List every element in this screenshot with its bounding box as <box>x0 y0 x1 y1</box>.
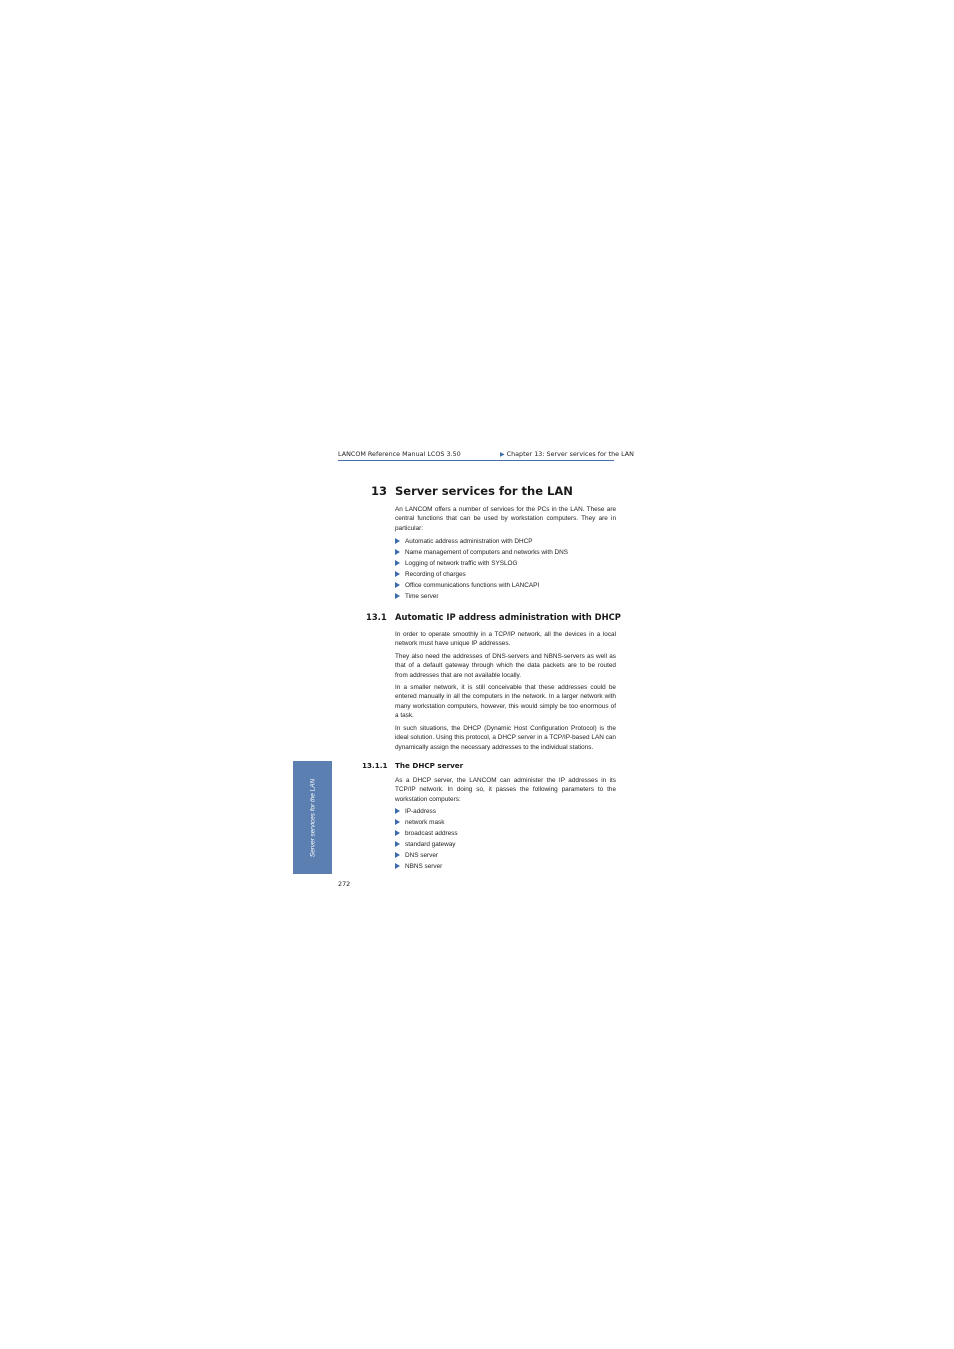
section-paragraph: In such situations, the DHCP (Dynamic Host Configuration Protocol) is the ideal solution. Using this protocol, a DHCP server in a TCP/IP-based LAN can dynamically assign the necessary addresses to the individual stations. <box>395 725 616 751</box>
section-paragraph: In a smaller network, it is still conceivable that these addresses could be entered manually in all the computers in the network. In a larger network with many workstation computers, however, this would simply be too enormous of a task. <box>395 684 616 720</box>
section-number: 13.1 <box>366 612 387 622</box>
chapter-intro: An LANCOM offers a number of services for the PCs in the LAN. These are central functions that can be used by workstation computers. They are in particular: <box>395 506 616 532</box>
running-header-chapter-label: Chapter 13: Server services for the LAN <box>506 450 634 458</box>
page-number: 272 <box>338 880 351 888</box>
list-item: NBNS server <box>395 861 616 872</box>
list-item: Logging of network traffic with SYSLOG <box>395 558 616 569</box>
list-item: broadcast address <box>395 828 616 839</box>
triangle-icon: ▶ <box>500 451 505 458</box>
chapter-title: Server services for the LAN <box>395 484 573 498</box>
bullet-arrow-icon <box>395 808 400 814</box>
bullet-arrow-icon <box>395 593 400 599</box>
dhcp-parameters-list <box>395 806 616 872</box>
side-tab-label: Server services for the LAN <box>309 778 316 857</box>
list-item: Name management of computers and networks with DNS <box>395 547 616 558</box>
list-item: IP-address <box>395 806 616 817</box>
bullet-arrow-icon <box>395 560 400 566</box>
section-paragraph: They also need the addresses of DNS-servers and NBNS-servers as well as that of a default gateway through which the data packets are to be routed from addresses that are not available locally. <box>395 653 616 679</box>
bullet-arrow-icon <box>395 863 400 869</box>
running-header-chapter <box>500 450 634 458</box>
section-heading <box>366 612 621 622</box>
chapter-heading <box>371 484 573 498</box>
bullet-arrow-icon <box>395 549 400 555</box>
list-item: network mask <box>395 817 616 828</box>
subsection-heading <box>362 761 463 770</box>
chapter-number: 13 <box>371 484 388 498</box>
subsection-number: 13.1.1 <box>362 761 388 770</box>
bullet-arrow-icon <box>395 830 400 836</box>
subsection-intro: As a DHCP server, the LANCOM can administer the IP addresses in its TCP/IP network. In doing so, it passes the following parameters to the workstation computers: <box>395 777 616 803</box>
subsection-title: The DHCP server <box>395 761 464 770</box>
bullet-arrow-icon <box>395 819 400 825</box>
list-item: Time server <box>395 591 616 602</box>
list-item: Recording of charges <box>395 569 616 580</box>
list-item: standard gateway <box>395 839 616 850</box>
running-header-title: LANCOM Reference Manual LCOS 3.50 <box>338 450 461 458</box>
bullet-arrow-icon <box>395 582 400 588</box>
section-paragraph: In order to operate smoothly in a TCP/IP network, all the devices in a local network must have unique IP addresses. <box>395 631 616 648</box>
list-item: DNS server <box>395 850 616 861</box>
bullet-arrow-icon <box>395 852 400 858</box>
list-item: Office communications functions with LANCAPI <box>395 580 616 591</box>
section-title: Automatic IP address administration with DHCP <box>395 612 621 622</box>
bullet-arrow-icon <box>395 571 400 577</box>
header-rule <box>338 460 614 461</box>
services-list <box>395 536 616 602</box>
list-item: Automatic address administration with DHCP <box>395 536 616 547</box>
chapter-side-tab <box>293 761 332 874</box>
bullet-arrow-icon <box>395 538 400 544</box>
bullet-arrow-icon <box>395 841 400 847</box>
